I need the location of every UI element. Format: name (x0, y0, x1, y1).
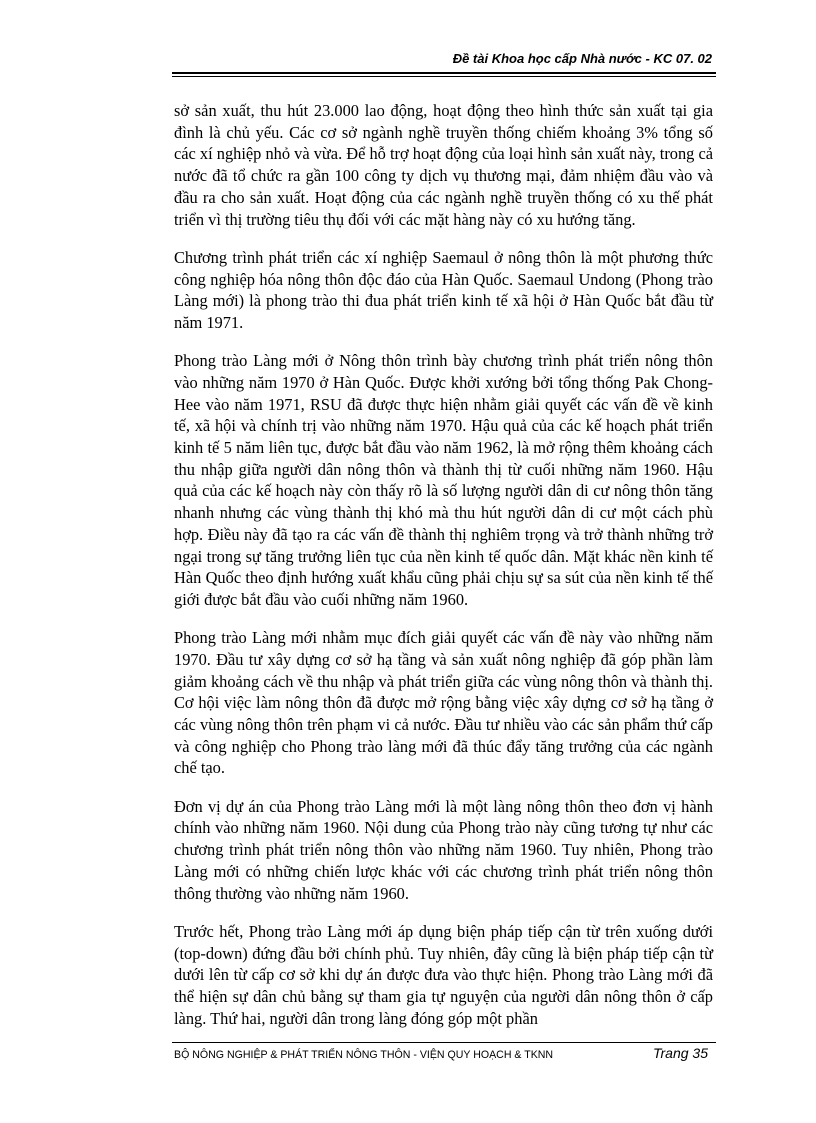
paragraph-1: sở sản xuất, thu hút 23.000 lao động, hoạt động theo hình thức sản xuất tại gia đình là chủ yếu. Các cơ sở ngành nghề truyền thống chiếm khoảng 3% tổng số các xí nghiệp nhỏ và vừa. Để hỗ trợ hoạt động của loại hình sản xuất này, trong cả nước đã tổ chức ra gần 100 công ty dịch vụ thương mại, đảm nhiệm đầu vào và đầu ra cho sản xuất. Hoạt động của các ngành nghề truyền thống có xu thế phát triển vì thị trường tiêu thụ đối với các mặt hàng này có xu hướng tăng. (174, 101, 714, 229)
page-number: Trang 35 (653, 1045, 708, 1061)
paragraph-6: Trước hết, Phong trào Làng mới áp dụng biện pháp tiếp cận từ trên xuống dưới (top-down) đứng đầu bởi chính phủ. Tuy nhiên, đây cũng là biện pháp tiếp cận từ dưới lên từ cấp cơ sở khi dự án được đưa vào thực hiện. Phong trào Làng mới đã thể hiện sự dân chủ bằng sự tham gia tự nguyện của người dân nông thôn ở cấp làng. Thứ hai, người dân trong làng đóng góp một phần (174, 921, 713, 1028)
body-text (174, 100, 713, 1046)
header-rule (172, 72, 716, 74)
paragraph-2: Chương trình phát triển các xí nghiệp Saemaul ở nông thôn là một phương thức công nghiệp hóa nông thôn độc đáo của Hàn Quốc. Saemaul Undong (Phong trào Làng mới) là phong trào thi đua phát triển kinh tế xã hội ở Hàn Quốc bắt đầu từ năm 1971. (174, 247, 713, 332)
paragraph-5: Đơn vị dự án của Phong trào Làng mới là một làng nông thôn theo đơn vị hành chính vào những năm 1960. Nội dung của Phong trào này cũng tương tự như các chương trình phát triển nông thôn vào những năm 1960. Tuy nhiên, Phong trào Làng mới có những chiến lược khác với các chương trình phát triển nông thôn thông thường vào những năm 1960. (174, 796, 713, 903)
header-rule-thin (172, 76, 716, 77)
footer-rule (172, 1042, 716, 1043)
paragraph-4: Phong trào Làng mới nhằm mục đích giải quyết các vấn đề này vào những năm 1970. Đầu tư xây dựng cơ sở hạ tầng và sản xuất nông nghiệp đã góp phần làm giảm khoảng cách về thu nhập và phát triển giữa các vùng nông thôn và thành thị. Cơ hội việc làm nông thôn đã được mở rộng bằng việc xây dựng cơ sở hạ tầng ở các vùng nông thôn trên phạm vi cả nước. Đầu tư nhiều vào các sản phẩm thứ cấp và công nghiệp cho Phong trào làng mới đã thúc đẩy tăng trưởng của các ngành chế tạo. (174, 628, 713, 778)
footer-organization: BỘ NÔNG NGHIỆP & PHÁT TRIỂN NÔNG THÔN - VIỆN QUY HOẠCH & TKNN (174, 1049, 554, 1061)
header-title: Đề tài Khoa học cấp Nhà nước - KC 07. 02 (452, 51, 712, 66)
paragraph-3: Phong trào Làng mới ở Nông thôn trình bày chương trình phát triển nông thôn vào những năm 1970 ở Hàn Quốc. Được khởi xướng bởi tổng thống Pak Chong-Hee vào năm 1971, RSU đã được thực hiện nhằm giải quyết các vấn đề về kinh tế, xã hội và chính trị vào những năm 1970. Hậu quả của các kế hoạch phát triển kinh tế 5 năm liên tục, được bắt đầu vào năm 1962, là mở rộng thêm khoảng cách thu nhập giữa người dân nông thôn và thành thị từ cuối những năm 1960. Hậu quả của các kế hoạch này còn thấy rõ là số lượng người dân di cư nông thôn tăng nhanh nhưng các vùng thành thị khó mà thu hút người dân di cư một cách phù hợp. Điều này đã tạo ra các vấn đề thành thị nghiêm trọng và trở thành những trở ngại trong sự tăng trưởng liên tục của nền kinh tế quốc dân. Mặt khác nền kinh tế Hàn Quốc theo định hướng xuất khẩu cũng phải chịu sự sa sút của nền kinh tế thế giới được bắt đầu vào cuối những năm 1960. (174, 351, 713, 609)
